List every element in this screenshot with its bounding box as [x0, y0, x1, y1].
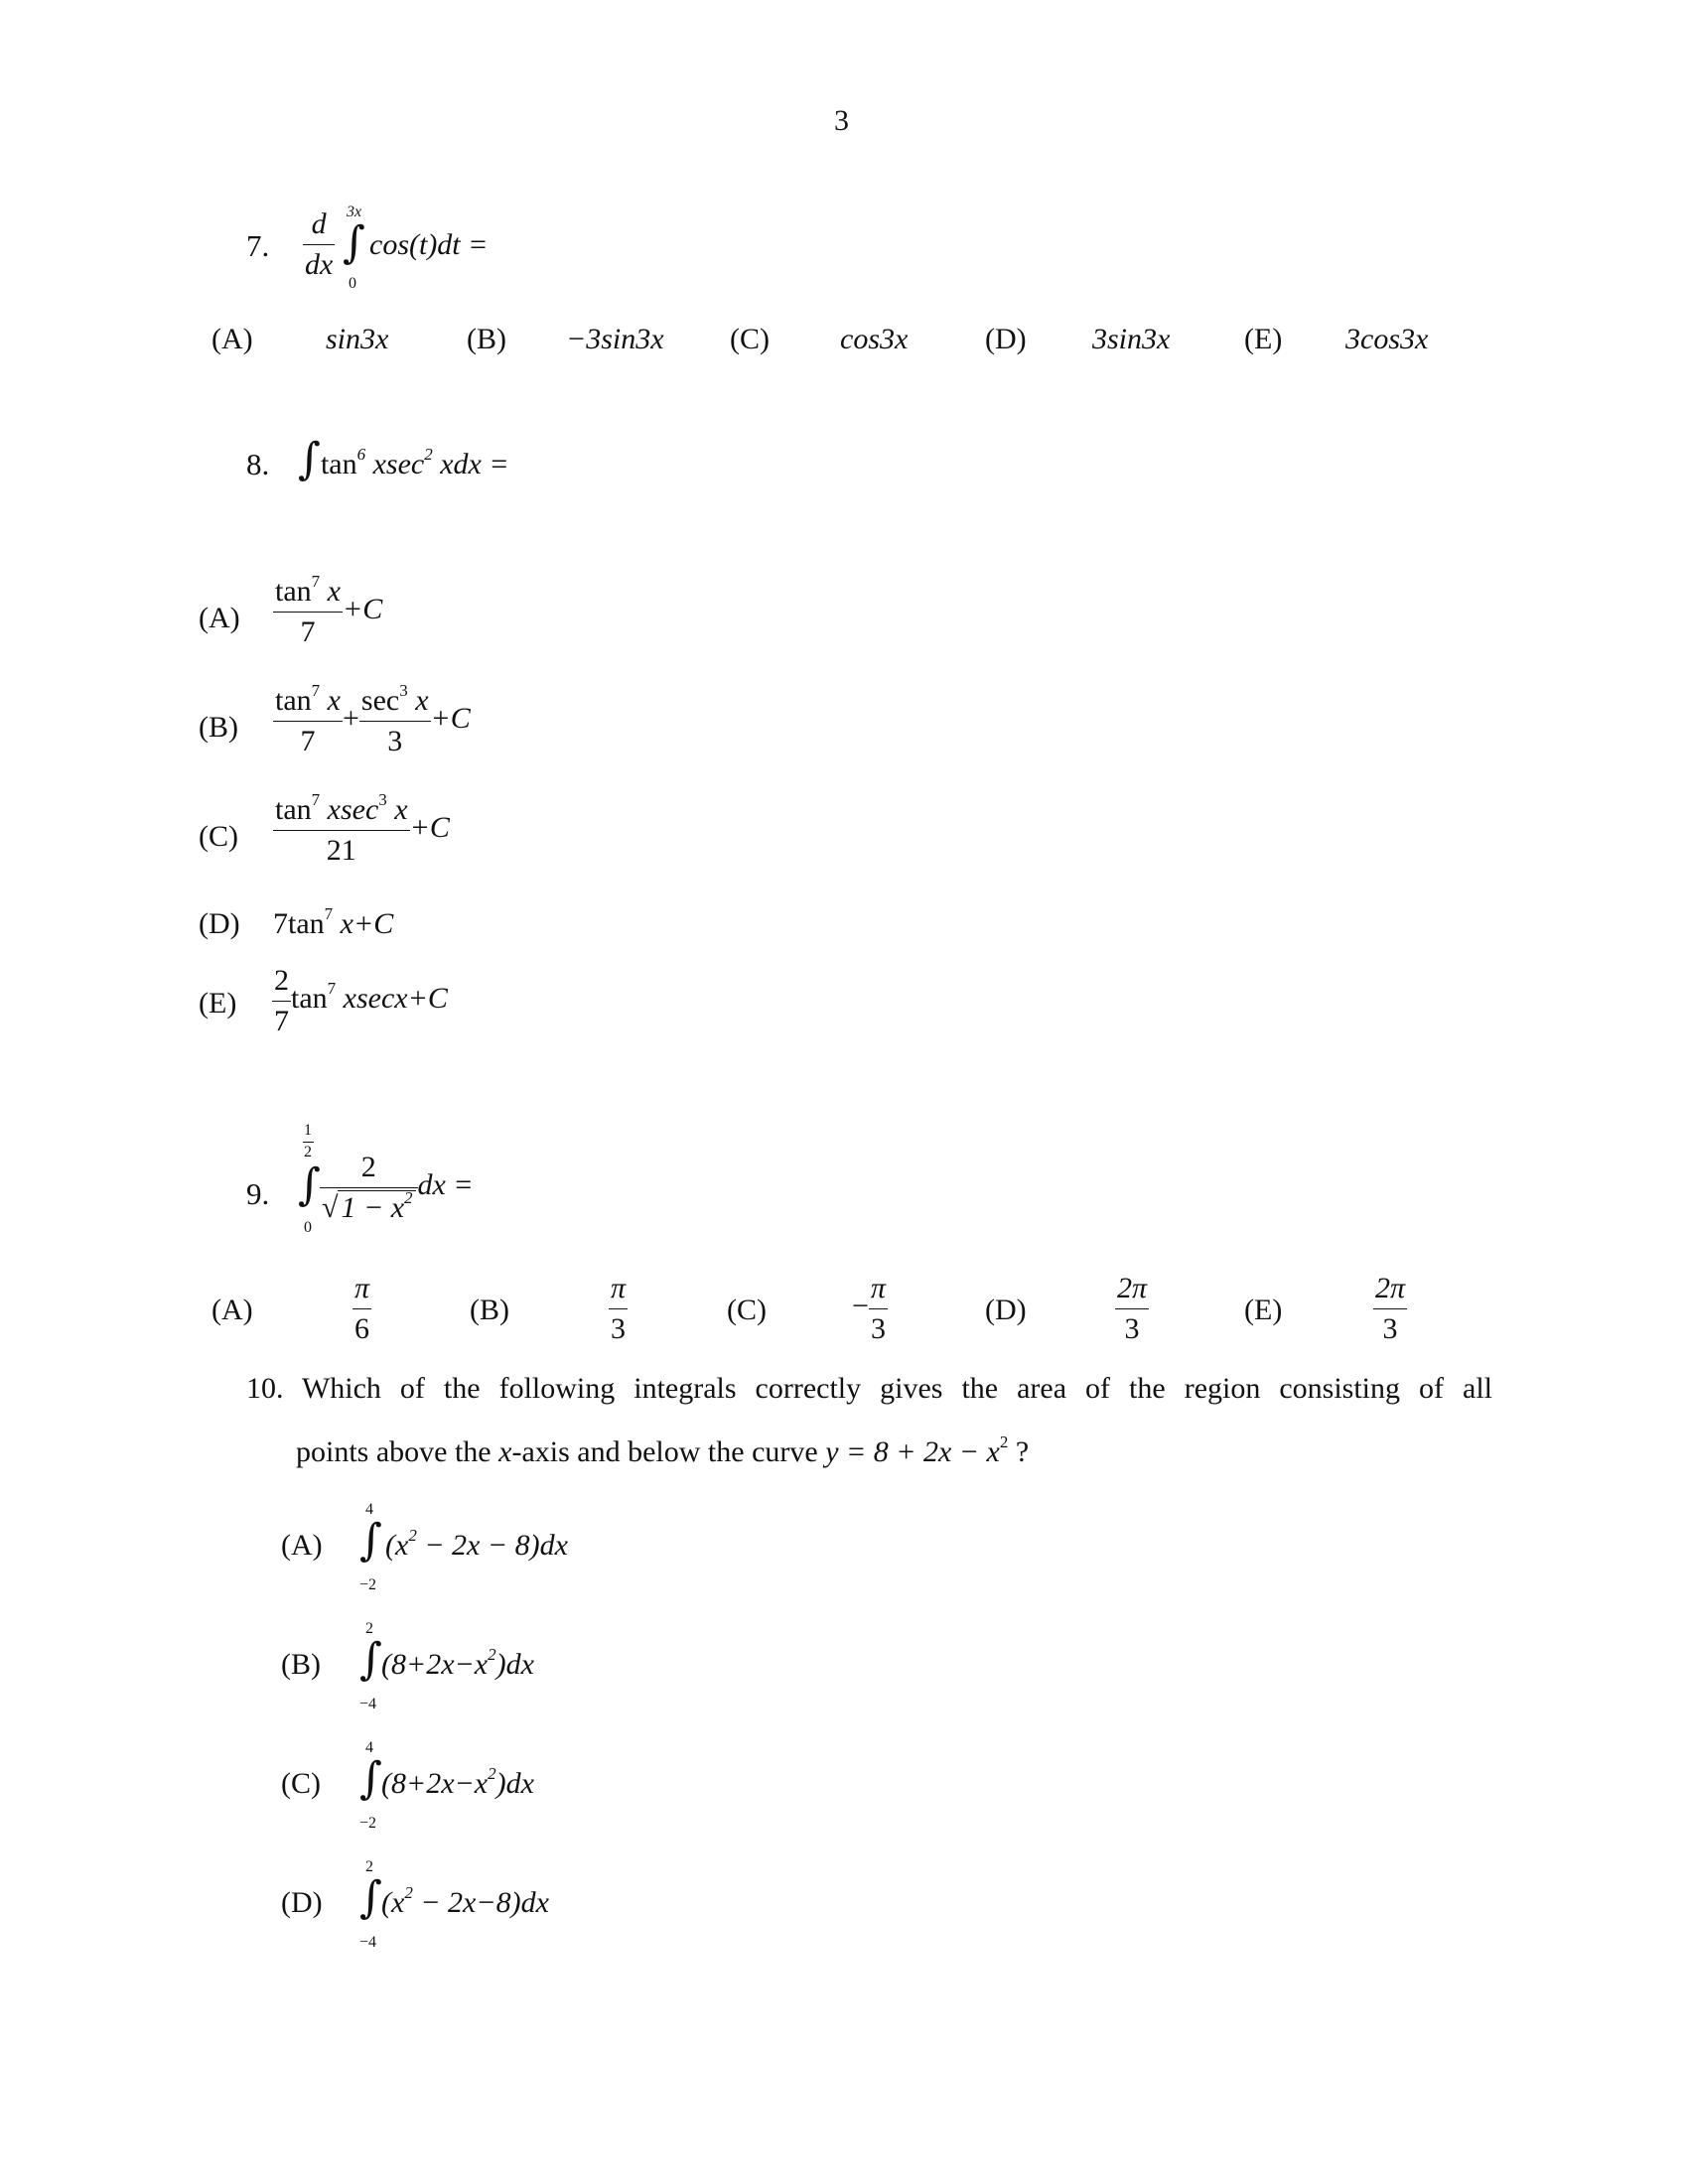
choice-value: 3sin3x	[1092, 323, 1171, 355]
choice-label: (B)	[467, 323, 506, 355]
choice-label: (B)	[470, 1294, 509, 1326]
definite-integral-sign: 2 ∫ −4	[359, 1620, 382, 1712]
choice-a-expression: $\frac{\tan^7 x}{7}$ +C	[275, 572, 383, 648]
choice-c-expression: $\frac{\tan^7 xsec^3 x}{21}$ +C	[275, 790, 450, 867]
choice-label: (A)	[199, 602, 240, 634]
question-text-line-1: 10. Which of the following integrals correctly gives the area of the region consisting of all	[246, 1372, 1492, 1405]
choice-value: −3sin3x	[566, 323, 664, 355]
question-number: 8.	[246, 447, 270, 481]
definite-integral-sign: 1 2 ∫ 0	[298, 1122, 321, 1236]
choice-expression: $(x^2 - 2x - 8)dx$	[385, 1526, 568, 1562]
choice-value: cos3x	[840, 323, 909, 355]
choice-value: $\frac{2\pi}{3}$	[1375, 1272, 1406, 1345]
choice-label: (E)	[1244, 1294, 1283, 1326]
choice-label: (E)	[1244, 323, 1283, 355]
choice-e-expression: $\frac{2}{7}$ $\tan^7 xsecx+C$	[274, 964, 448, 1037]
page-number: 3	[834, 104, 849, 137]
choice-label: (C)	[727, 1294, 767, 1326]
choice-label: (B)	[199, 711, 238, 744]
derivative-operator: $\frac{d}{dx}$	[305, 207, 334, 281]
definite-integral-sign: 4 ∫ −2	[359, 1739, 382, 1832]
choice-label: (D)	[199, 907, 240, 940]
choice-label: (A)	[211, 323, 253, 355]
integrand: cos(t)dt =	[369, 228, 489, 261]
choice-label: (B)	[281, 1648, 321, 1681]
definite-integral-sign: 4 ∫ −2	[359, 1501, 382, 1593]
question-number: 7.	[246, 228, 270, 263]
choice-label: (D)	[985, 323, 1027, 355]
choice-label: (E)	[199, 987, 237, 1020]
choice-label: (C)	[281, 1767, 321, 1800]
definite-integral-sign: 3x ∫ 0	[343, 204, 365, 292]
choice-b-expression: $\frac{\tan^7 x}{7}$ + $\frac{\sec^3 x}{3}$ +C	[275, 681, 471, 757]
choice-value: − $\frac{\pi}{3}$	[852, 1272, 886, 1345]
choice-value: $\frac{\pi}{6}$	[354, 1272, 370, 1345]
choice-label: (A)	[211, 1294, 253, 1326]
choice-d-expression: $7\tan^7$ x+C	[273, 904, 394, 940]
choice-label: (D)	[281, 1886, 323, 1919]
question-number: 9.	[246, 1176, 270, 1211]
integrand-fraction: $\frac{2}{√ 1 - x^2}$ dx =	[322, 1151, 474, 1224]
question-text-line-2: points above the x-axis and below the curve $y = 8 + 2x - x^2$ ?	[296, 1433, 1030, 1468]
choice-expression: $(8+2x-x^2)dx$	[381, 1764, 534, 1800]
choice-label: (A)	[281, 1529, 323, 1562]
choice-expression: $(8+2x-x^2)dx$	[381, 1645, 534, 1681]
definite-integral-sign: 2 ∫ −4	[359, 1858, 382, 1951]
choice-label: (C)	[199, 820, 238, 853]
choice-expression: $(x^2 - 2x-8)dx$	[381, 1883, 549, 1919]
choice-value: $\frac{2\pi}{3}$	[1117, 1272, 1148, 1345]
choice-label: (C)	[730, 323, 770, 355]
choice-label: (D)	[985, 1294, 1027, 1326]
choice-value: sin3x	[326, 323, 389, 355]
choice-value: $\frac{\pi}{3}$	[611, 1272, 627, 1345]
choice-value: 3cos3x	[1345, 323, 1429, 355]
integral-expression: $\int\tan^6$ xsec$^2$ xdx =	[298, 434, 509, 484]
